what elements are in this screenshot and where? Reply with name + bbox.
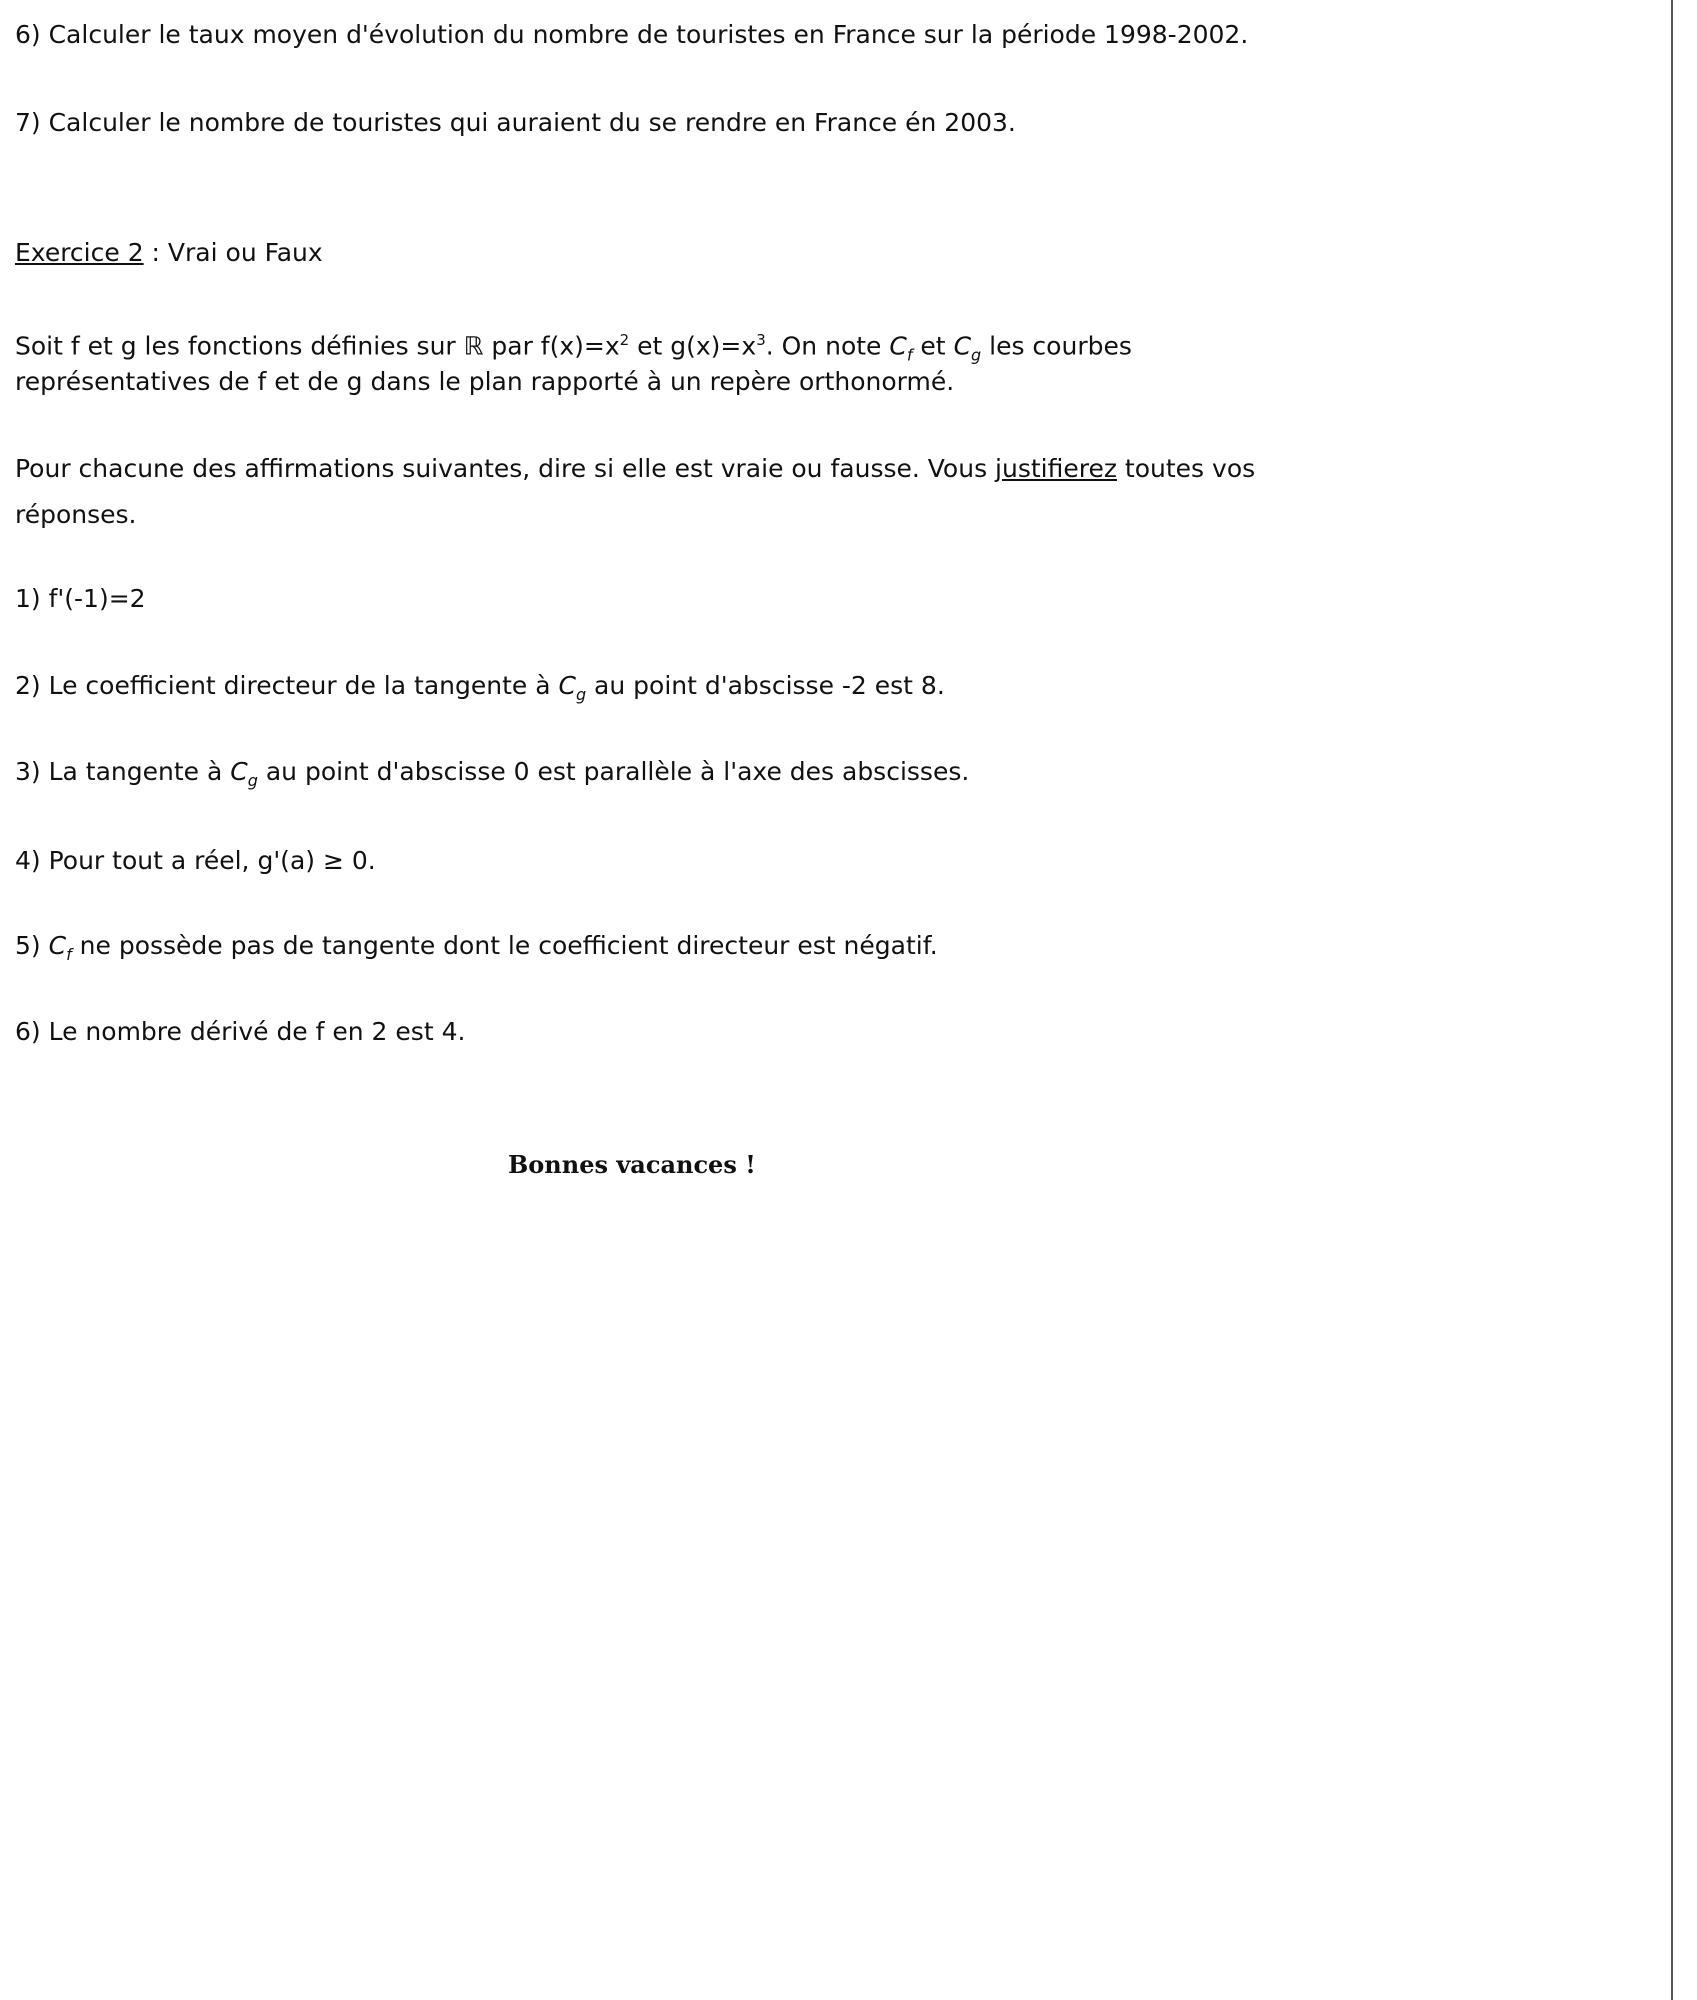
- statement-3: [15, 757, 969, 796]
- curve-symbol: C: [48, 931, 67, 960]
- exercise-subtitle: : Vrai ou Faux: [143, 238, 323, 267]
- text: les courbes: [981, 331, 1132, 361]
- text: Pour chacune des affirmations suivantes, dire si elle est vraie ou fausse. Vous: [15, 454, 996, 483]
- question-6: 6) Calculer le taux moyen d'évolution du nombre de touristes en France sur la période 1998-2002.: [15, 20, 1249, 49]
- exponent: 3: [756, 331, 766, 349]
- text: toutes vos: [1116, 454, 1256, 483]
- subscript: f: [906, 345, 913, 365]
- subscript: g: [971, 345, 982, 365]
- curve-symbol: C: [230, 757, 248, 786]
- exponent: 2: [619, 331, 630, 349]
- text: au point d'abscisse -2 est 8.: [586, 671, 945, 700]
- statement-1: 1) f'(-1)=2: [15, 584, 146, 613]
- page-edge: [1671, 0, 1673, 2000]
- underlined-word: justifierez: [995, 454, 1117, 483]
- subscript: f: [66, 945, 72, 964]
- curve-symbol: C: [889, 331, 907, 361]
- subscript: g: [247, 771, 258, 790]
- statement-5: [15, 931, 938, 970]
- intro-line-1: [15, 325, 1132, 370]
- intro-line-2: représentatives de f et de g dans le plan rapporté à un repère orthonormé.: [15, 367, 955, 396]
- text: ne possède pas de tangente dont le coefficient directeur est négatif.: [71, 931, 938, 960]
- subscript: g: [575, 685, 587, 704]
- text: 3) La tangente à: [15, 757, 231, 786]
- question-7: 7) Calculer le nombre de touristes qui auraient du se rendre en France én 2003.: [15, 108, 1016, 137]
- instructions-line-2: réponses.: [15, 500, 137, 529]
- instructions-line-1: [15, 454, 1255, 484]
- statement-6: 6) Le nombre dérivé de f en 2 est 4.: [15, 1017, 466, 1046]
- text: . On note: [765, 331, 890, 361]
- statement-4: 4) Pour tout a réel, g'(a) ≥ 0.: [15, 846, 376, 875]
- text: 5): [15, 931, 49, 960]
- curve-symbol: C: [558, 671, 576, 700]
- text: 2) Le coefficient directeur de la tangente à: [15, 671, 559, 700]
- statement-2: [15, 671, 945, 710]
- text: et: [912, 331, 954, 361]
- exercise-title: Exercice 2: [15, 238, 144, 267]
- text: au point d'abscisse 0 est parallèle à l'axe des abscisses.: [257, 757, 970, 786]
- curve-symbol: C: [953, 331, 972, 361]
- text: et g(x)=x: [629, 331, 757, 361]
- exercise-2-heading: [15, 238, 323, 268]
- closing-message: Bonnes vacances !: [508, 1150, 756, 1179]
- text: Soit f et g les fonctions définies sur ℝ par f(x)=x: [15, 331, 620, 361]
